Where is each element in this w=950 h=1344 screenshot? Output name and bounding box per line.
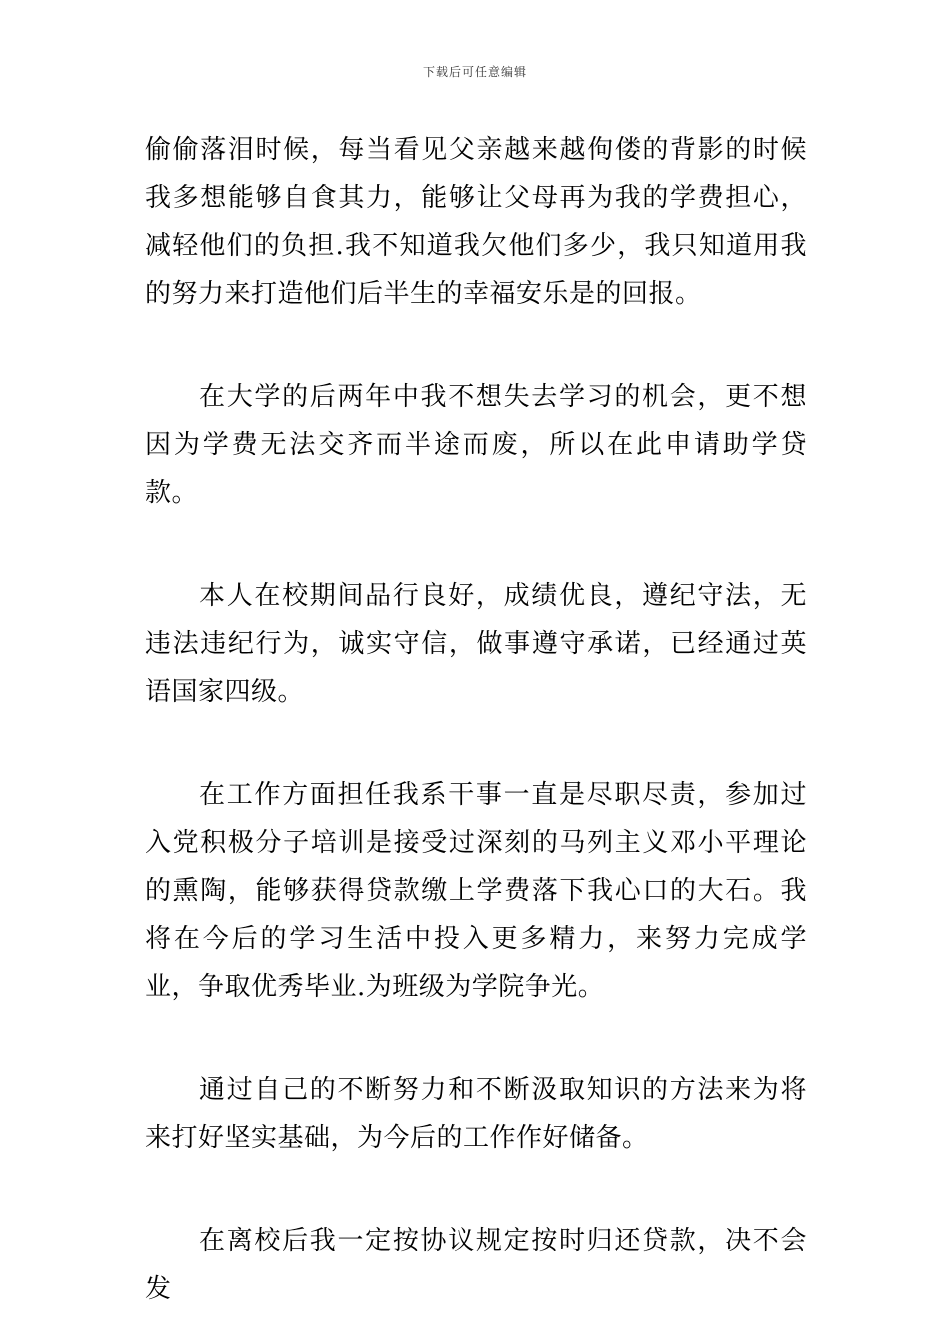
paragraph-gap [145,1162,807,1217]
header-note: 下载后可任意编辑 [422,65,527,79]
document-body [145,126,807,1313]
paragraph-gap [145,716,807,771]
paragraph-gap [145,1011,807,1066]
paragraph-work: 在工作方面担任我系干事一直是尽职尽责，参加过入党积极分子培训是接受过深刻的马列主义邓小平理论的熏陶，能够获得贷款缴上学费落下我心口的大石。我将在今后的学习生活中投入更多精力，来努力完成学业，争取优秀毕业.为班级为学院争光。 [145,780,807,1002]
paragraph-effort: 通过自己的不断努力和不断汲取知识的方法来为将来打好坚实基础，为今后的工作作好储备。 [145,1075,807,1153]
paragraph-gap [145,318,807,373]
paragraph-continued: 偷偷落泪时候，每当看见父亲越来越佝偻的背影的时候我多想能够自食其力，能够让父母再为我的学费担心，减轻他们的负担.我不知道我欠他们多少，我只知道用我的努力来打造他们后半生的幸福安乐是的回报。 [145,135,807,309]
paragraph-repayment: 在离校后我一定按协议规定按时归还贷款，决不会发 [145,1226,807,1304]
paragraph-conduct: 本人在校期间品行良好，成绩优良，遵纪守法，无违法违纪行为，诚实守信，做事遵守承诺，已经通过英语国家四级。 [145,581,807,707]
paragraph-loan-request: 在大学的后两年中我不想失去学习的机会，更不想因为学费无法交齐而半途而废，所以在此申请助学贷款。 [145,382,807,508]
paragraph-gap [145,517,807,572]
